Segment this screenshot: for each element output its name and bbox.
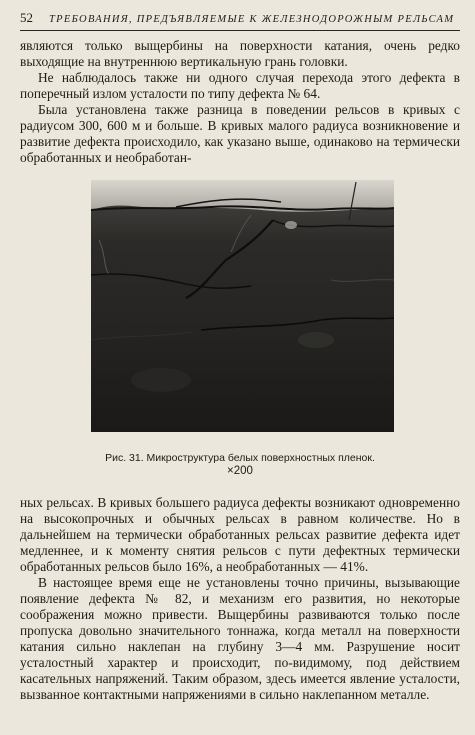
paragraph: Была установлена также разница в поведении рельсов в кривых с радиусом 300, 600 м и больше. В кривых малого радиуса возникновение и развитие дефекта происходило, как указано выше, одинаково на термически обработанных и необработан-: [20, 102, 460, 165]
paragraph: Не наблюдалось также ни одного случая перехода этого дефекта в поперечный излом усталости по типу дефекта № 64.: [20, 70, 460, 101]
micrograph-image: [91, 180, 394, 432]
figure-caption: [20, 452, 460, 478]
paragraph: В настоящее время еще не установлены точно причины, вызывающие появление дефекта № 82, и механизм его развития, но некоторые соображения можно привести. Выщербины развиваются только после пропуска довольно значительного тоннажа, когда металл на поверхности катания сильно наклепан на глубину 3—4 мм. Разрушение носит усталостный характер и происходит, по-видимому, под действием касательных напряжений. Таким образом, здесь имеется явление усталости, вызванное контактными напряжениями в сильно наклепанном металле.: [20, 575, 460, 702]
caption-text: Рис. 31. Микроструктура белых поверхностных пленок.: [105, 452, 375, 464]
paragraph: являются только выщербины на поверхности катания, очень редко выходящие на внутреннюю вертикальную грань головки.: [20, 38, 460, 69]
page-number: 52: [20, 10, 33, 25]
running-title: ТРЕБОВАНИЯ, ПРЕДЪЯВЛЯЕМЫЕ К ЖЕЛЕЗНОДОРОЖНЫМ РЕЛЬСАМ: [49, 14, 455, 25]
paragraph: ных рельсах. В кривых большего радиуса дефекты возникают одновременно на высокопрочных и обычных рельсах в равном количестве. Но в дальнейшем на термически обработанных рельсах развитие дефекта идет медленнее, и к моменту снятия рельсов с пути дефектных термически обработанных рельсов было 16%, а необработанных — 41%.: [20, 495, 460, 574]
magnification: ×200: [227, 465, 253, 477]
text-block-top: [20, 38, 460, 166]
micrograph-drawing: [91, 180, 394, 432]
text-block-bottom: [20, 495, 460, 703]
page-header: [20, 10, 460, 31]
